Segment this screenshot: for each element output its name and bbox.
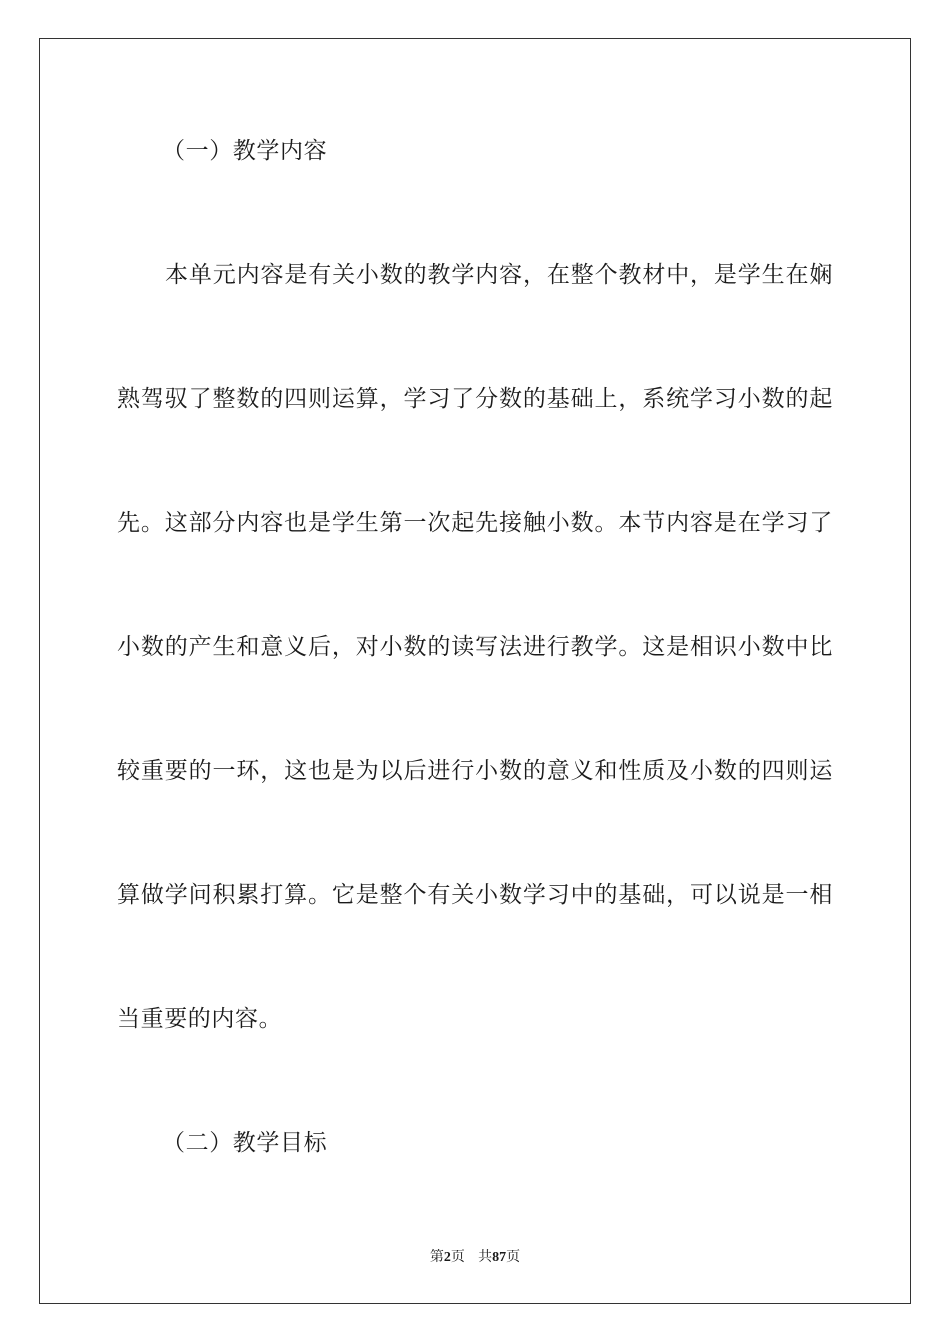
paragraph-line-5: 较重要的一环，这也是为以后进行小数的意义和性质及小数的四则运 [117,758,833,784]
footer-page-suffix: 页 [450,1249,465,1265]
footer-total-prefix: 共 [478,1249,493,1265]
paragraph-line-6: 算做学问积累打算。它是整个有关小数学习中的基础，可以说是一相 [117,882,833,908]
footer-page-number: 2 [443,1250,451,1265]
paragraph-line-3: 先。这部分内容也是学生第一次起先接触小数。本节内容是在学习了 [117,510,833,536]
footer-page-prefix: 第 [429,1249,444,1265]
page-footer [0,1248,950,1267]
paragraph-line-1: 本单元内容是有关小数的教学内容，在整个教材中，是学生在娴 [165,262,833,288]
paragraph-line-2: 熟驾驭了整数的四则运算，学习了分数的基础上，系统学习小数的起 [117,386,833,412]
footer-total-suffix: 页 [506,1249,521,1265]
section-heading-objectives: （二）教学目标 [162,1130,328,1156]
paragraph-line-7: 当重要的内容。 [117,1006,283,1032]
footer-total-pages: 87 [492,1250,507,1265]
paragraph-line-4: 小数的产生和意义后，对小数的读写法进行教学。这是相识小数中比 [117,634,833,660]
page-frame [39,38,911,1304]
section-heading-content: （一）教学内容 [162,138,328,164]
